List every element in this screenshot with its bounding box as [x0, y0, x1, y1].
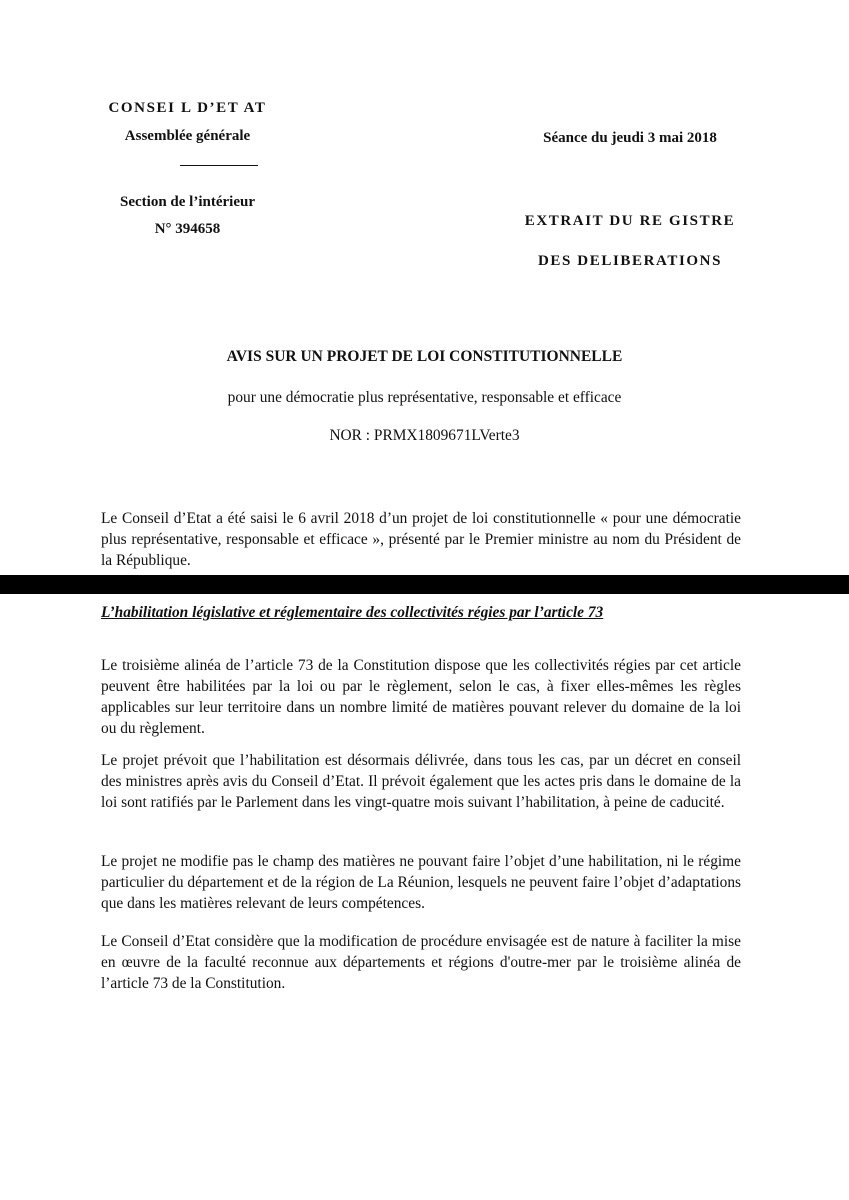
assembly-name: Assemblée générale: [124, 128, 251, 144]
document-title: AVIS SUR UN PROJET DE LOI CONSTITUTIONNELLE: [226, 348, 623, 365]
header-divider: [180, 165, 258, 166]
institution-name: CONSEI L D’ET AT: [108, 100, 267, 116]
nor-reference: NOR : PRMX1809671LVerte3: [329, 427, 520, 444]
section-paragraph: Le projet ne modifie pas le champ des matières ne pouvant faire l’objet d’une habilitation, ni le régime particulier du département et de la région de La Réunion, lesquels ne peuvent faire l’objet d’adaptations que dans les matières relevant de leurs compétences.: [101, 853, 741, 912]
case-number: N° 394658: [154, 221, 221, 237]
section-paragraph: Le projet prévoit que l’habilitation est désormais délivrée, dans tous les cas, par un décret en conseil des ministres après avis du Conseil d’Etat. Il prévoit également que les actes pris dans le domaine de la loi sont ratifiés par le Parlement dans les vingt-quatre mois suivant l’habilitation, à peine de caducité.: [101, 752, 741, 811]
intro-paragraph: Le Conseil d’Etat a été saisi le 6 avril 2018 d’un projet de loi constitutionnelle « pour une démocratie plus représentative, responsable et efficace », présenté par le Premier ministre au nom du Président de la République.: [101, 510, 741, 569]
section-paragraph: Le Conseil d’Etat considère que la modification de procédure envisagée est de nature à faciliter la mise en œuvre de la faculté reconnue aux départements et régions d'outre-mer par le troisième alinéa de l’article 73 de la Constitution.: [101, 933, 741, 992]
document-subtitle: pour une démocratie plus représentative, responsable et efficace: [227, 389, 622, 406]
section-paragraph: Le troisième alinéa de l’article 73 de la Constitution dispose que les collectivités régies par cet article peuvent être habilitées par la loi ou par le règlement, selon le cas, à fixer elles-mêmes les règles applicables sur leur territoire dans un nombre limité de matières pouvant relever du domaine de la loi ou du règlement.: [101, 657, 741, 737]
redaction-bar: [0, 575, 849, 594]
session-date: Séance du jeudi 3 mai 2018: [543, 130, 717, 146]
extract-line-1: EXTRAIT DU RE GISTRE: [524, 213, 736, 229]
section-name: Section de l’intérieur: [120, 194, 255, 210]
extract-line-2: DES DELIBERATIONS: [537, 253, 723, 269]
section-title: L’habilitation législative et réglementaire des collectivités régies par l’article 73: [101, 604, 604, 621]
